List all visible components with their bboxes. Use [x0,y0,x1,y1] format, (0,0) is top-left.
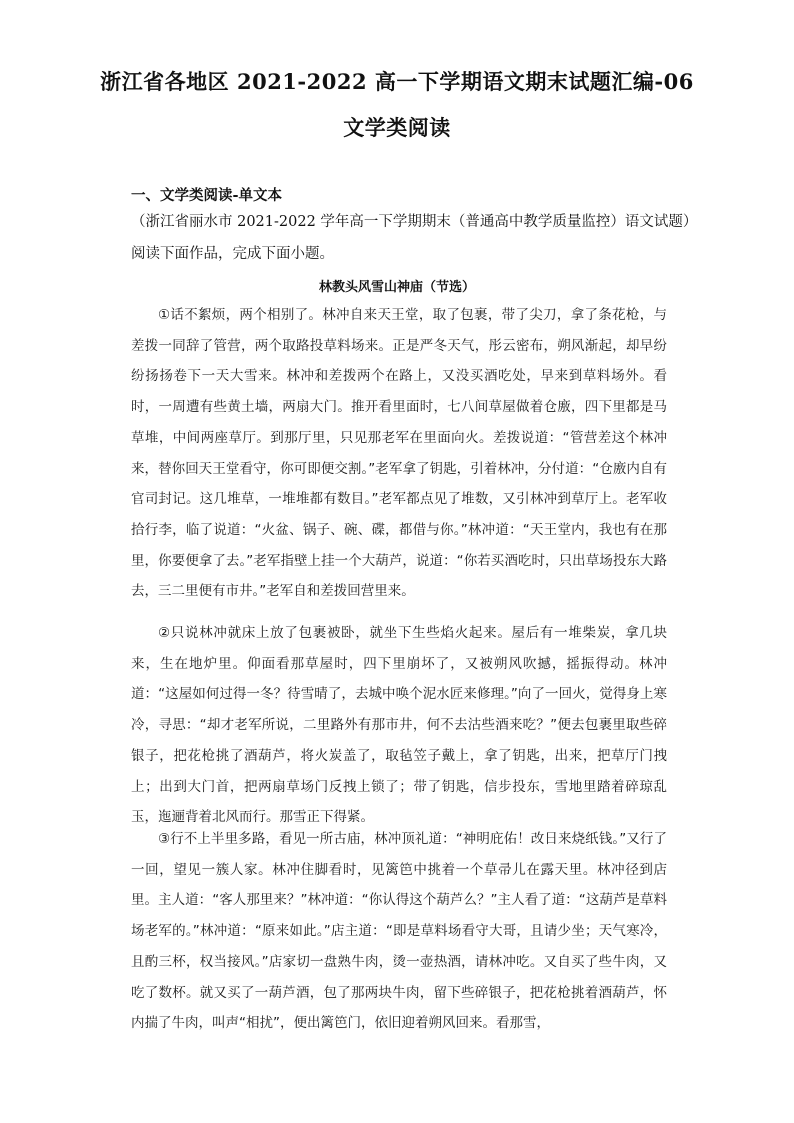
question-source: （浙江省丽水市 2021-2022 学年高一下学期期末（普通高中教学质量监控）语文试题） [131,214,698,230]
reading-instruction: 阅读下面作品，完成下面小题。 [131,246,334,262]
passage-paragraph-2: ②只说林冲就床上放了包裹被卧，就坐下生些焰火起来。屋后有一堆柴炭，拿几块来，生在地炉里。仰面看那草屋时，四下里崩坏了，又被朔风吹撼，摇振得动。林冲道：“这屋如何过得一冬？待雪晴了，去城中唤个泥水匠来修理。”向了一回火，觉得身上寒冷，寻思：“却才老军所说，二里路外有那市井，何不去沽些酒来吃？”便去包裹里取些碎银子，把花枪挑了酒葫芦，将火炭盖了，取毡笠子戴上，拿了钥匙，出来，把草厅门拽上；出到大门首，把两扇草场门反拽上锁了；带了钥匙，信步投东，雪地里踏着碎琼乱玉，迤逦背着北风而行。那雪正下得紧。 [131,625,667,826]
passage-title: 林教头风雪山神庙（节选） [318,280,475,295]
passage-paragraph-3: ③行不上半里多路，看见一所古庙，林冲顶礼道：“神明庇佑！改日来烧纸钱。”又行了一回，望见一簇人家。林冲住脚看时，见篱笆中挑着一个草帚儿在露天里。林冲径到店里。主人道：“客人那里来？”林冲道：“你认得这个葫芦么？”主人看了道：“这葫芦是草料场老军的。”林冲道：“原来如此。”店主道：“即是草料场看守大哥，且请少坐；天气寒冷，且酌三杯，权当接风。”店家切一盘熟牛肉，烫一壶热酒，请林冲吃。又自买了些牛肉，又吃了数杯。就又买了一葫芦酒，包了那两块牛肉，留下些碎银子，把花枪挑着酒葫芦，怀内揣了牛肉，叫声“相扰”，便出篱笆门，依旧迎着朔风回来。看那雪， [131,831,667,1032]
passage-paragraph-1: ①话不絮烦，两个相别了。林冲自来天王堂，取了包裹，带了尖刀，拿了条花枪，与差拨一同辞了管营，两个取路投草料场来。正是严冬天气，彤云密布，朔风渐起，却早纷纷扬扬卷下一天大雪来。林冲和差拨两个在路上，又没买酒吃处，早来到草料场外。看时，一周遭有些黄土墙，两扇大门。推开看里面时，七八间草屋做着仓廒，四下里都是马草堆，中间两座草厅。到那厅里，只见那老军在里面向火。差拨说道：“管营差这个林冲来，替你回天王堂看守，你可即便交割。”老军拿了钥匙，引着林冲，分付道：“仓廒内自有官司封记。这几堆草，一堆堆都有数目。”老军都点见了堆数，又引林冲到草厅上。老军收拾行李，临了说道：“火盆、锅子、碗、碟，都借与你。”林冲道：“天王堂内，我也有在那里，你要便拿了去。”老军指壁上挂一个大葫芦，说道：“你若买酒吃时，只出草场投东大路去，三二里便有市井。”老军自和差拨回营里来。 [131,307,667,600]
section-heading: 一、文学类阅读-单文本 [131,187,283,204]
document-subtitle: 文学类阅读 [343,115,451,140]
document-title: 浙江省各地区 2021-2022 高一下学期语文期末试题汇编-06 [100,69,694,94]
